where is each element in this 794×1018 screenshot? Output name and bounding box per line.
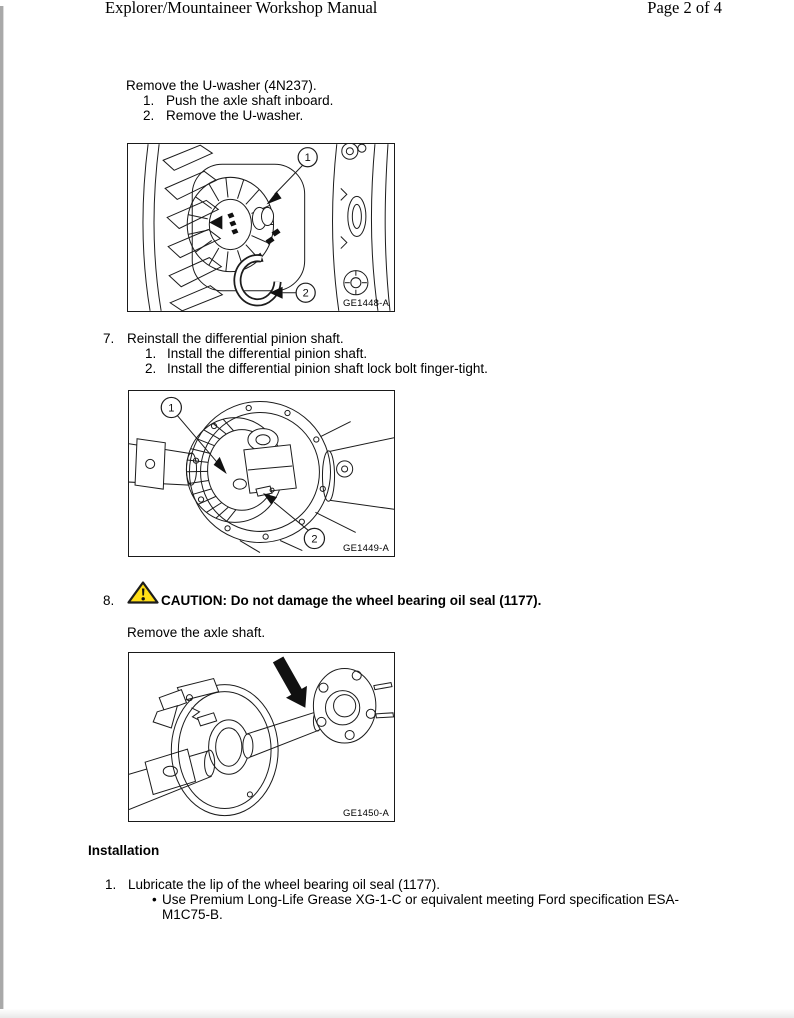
installation-heading: Installation xyxy=(88,843,160,858)
list-number: 1. xyxy=(105,877,117,892)
warning-exclamation xyxy=(142,589,144,596)
list-number: 2. xyxy=(145,361,157,376)
list-text: Install the differential pinion shaft. xyxy=(167,346,368,361)
figure-label: GE1448-A xyxy=(343,298,389,309)
callout-1-number: 1 xyxy=(168,402,175,415)
figure-label: GE1450-A xyxy=(343,808,389,819)
list-text: Install the differential pinion shaft lock bolt finger-tight. xyxy=(167,361,488,376)
callout-2-badge xyxy=(304,528,324,548)
callout-2-badge xyxy=(296,283,315,302)
list-number: 1. xyxy=(145,346,157,361)
differential-pinion-illustration xyxy=(129,391,394,556)
removal-direction-arrow xyxy=(273,656,307,707)
installation-step-1 xyxy=(105,877,710,922)
list-text: Reinstall the differential pinion shaft. xyxy=(127,331,344,346)
step7-main xyxy=(103,331,488,346)
step7-section xyxy=(103,331,488,376)
step7-sub-2 xyxy=(145,361,488,376)
step7-sub-1 xyxy=(145,346,488,361)
list-text: Push the axle shaft inboard. xyxy=(166,93,334,108)
callout-2-number: 2 xyxy=(311,533,318,546)
caution-warning-icon xyxy=(127,581,159,604)
figure-label: GE1449-A xyxy=(343,543,389,554)
caution-text: CAUTION: Do not damage the wheel bearing oil seal (1177). xyxy=(161,593,542,608)
step8-text: Remove the axle shaft. xyxy=(127,625,266,640)
figure-ge1450 xyxy=(128,652,395,822)
list-text: Remove the U-washer. xyxy=(166,108,304,123)
bullet-icon: • xyxy=(152,892,157,907)
list-text: Lubricate the lip of the wheel bearing oil seal (1177). xyxy=(128,877,440,892)
installation-bullet xyxy=(152,892,710,922)
uwasher-intro: Remove the U-washer (4N237). xyxy=(126,78,317,93)
page-bottom-edge xyxy=(0,1009,794,1018)
callout-2-number: 2 xyxy=(302,287,309,300)
callout-1-badge xyxy=(161,397,181,417)
page-indicator: Page 2 of 4 xyxy=(647,0,722,17)
callout-1-number: 1 xyxy=(304,152,311,165)
list-number: 8. xyxy=(103,593,115,608)
list-number: 2. xyxy=(143,108,155,123)
figure-ge1449 xyxy=(128,390,395,557)
bullet-text: Use Premium Long-Life Grease XG-1-C or equivalent meeting Ford specification ESA-M1C75-B. xyxy=(162,892,679,922)
page-left-edge xyxy=(0,6,4,1018)
step8-caution-row xyxy=(103,581,573,608)
figure-ge1448 xyxy=(127,143,395,312)
uwasher-step-1 xyxy=(143,93,333,108)
list-number: 1. xyxy=(143,93,155,108)
uwasher-step-2 xyxy=(143,108,333,123)
manual-title: Explorer/Mountaineer Workshop Manual xyxy=(105,0,378,17)
list-number: 7. xyxy=(103,331,115,346)
callout-1-badge xyxy=(298,148,317,167)
uwasher-section xyxy=(126,78,333,123)
axle-shaft-illustration xyxy=(129,653,394,821)
page-header xyxy=(105,0,722,17)
installation-step-main xyxy=(105,877,710,892)
differential-uwasher-illustration xyxy=(128,144,394,311)
